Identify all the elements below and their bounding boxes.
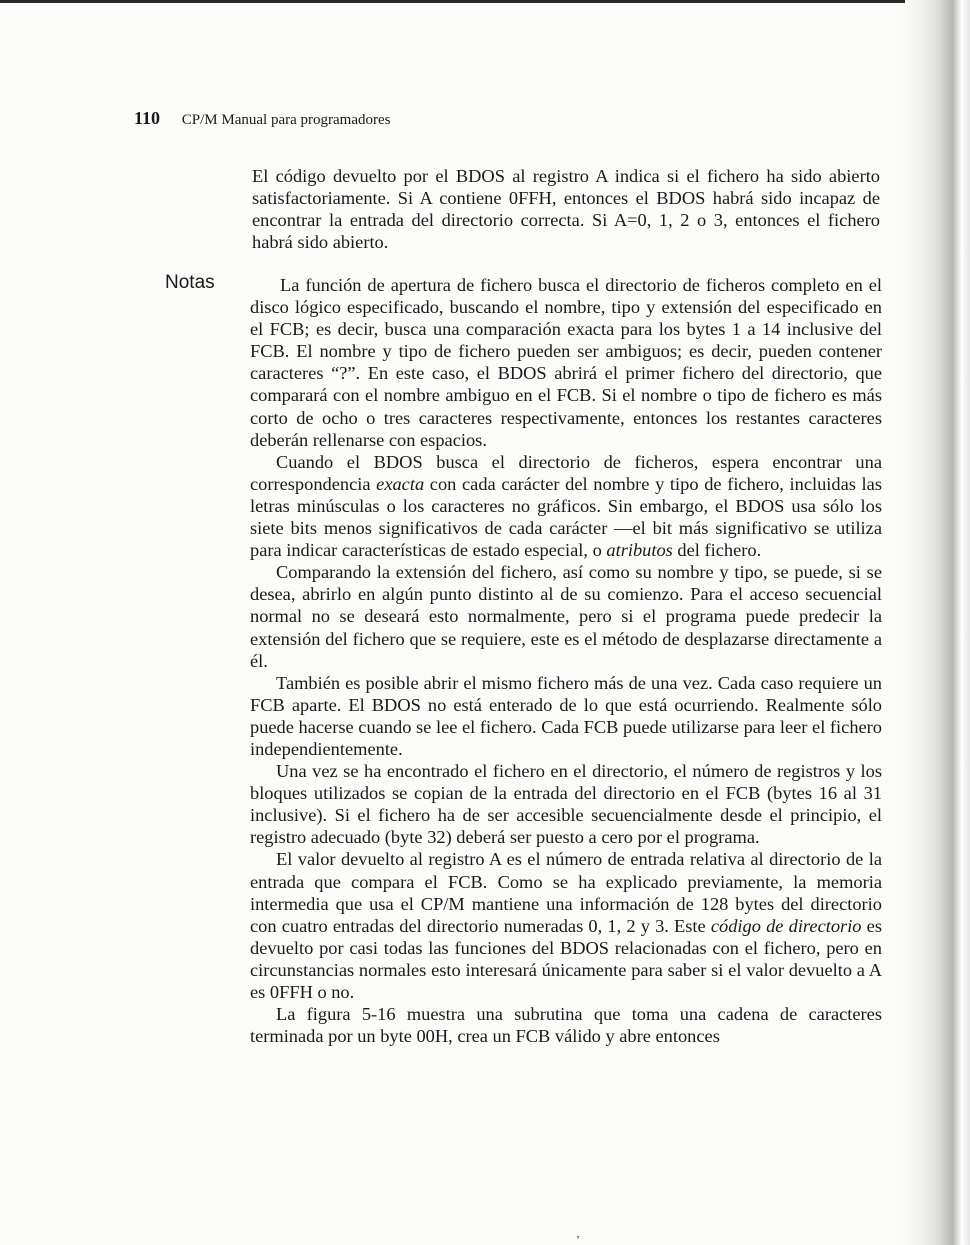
notes-paragraph-6-part-1: El valor devuelto al registro A es el número de entrada relativa al directorio de la entrada que compara el FCB. Como se ha explicado previamente, la memoria intermedia que usa el CP/M mantiene una información de 128 bytes del directorio con cuatro entradas del directorio numeradas 0, 1, 2 y 3. Este xyxy=(250,849,882,936)
notes-paragraph-6 xyxy=(250,848,882,1003)
emphasis-atributos: atributos xyxy=(606,540,673,561)
notes-paragraph-6-part-2: es devuelto por casi todas las funciones del BDOS relacionadas con el fichero, pero en circunstancias normales esto interesará únicamente para saber si el valor devuelto a A es 0FFH o no. xyxy=(250,915,882,1002)
notes-side-label: Notas xyxy=(165,272,215,293)
emphasis-exacta: exacta xyxy=(376,473,425,494)
notes-paragraph-4: También es posible abrir el mismo fichero más de una vez. Cada caso requiere un FCB aparte. El BDOS no está enterado de lo que está ocurriendo. Realmente sólo puede hacerse cuando se lee el fichero. Cada FCB puede utilizarse para leer el fichero independientemente. xyxy=(250,672,882,759)
notes-paragraph-3: Comparando la extensión del fichero, así como su nombre y tipo, se puede, si se desea, abrirlo en algún punto distinto al de su comienzo. Para el acceso secuencial normal no se deseará esto normalmente, pero si el programa puede predecir la extensión del fichero que se requiere, este es el método de desplazarse directamente a él. xyxy=(250,562,882,671)
top-edge-rule xyxy=(0,0,905,3)
binding-gutter-shadow xyxy=(900,0,970,1245)
notes-paragraph-2-part-1: Cuando el BDOS busca el directorio de ficheros, espera encontrar una correspondencia xyxy=(250,451,882,494)
running-header xyxy=(134,108,390,129)
running-title: CP/M Manual para programadores xyxy=(181,112,391,128)
notes-paragraph-7: La figura 5-16 muestra una subrutina que toma una cadena de caracteres terminada por un byte 00H, crea un FCB válido y abre entonces xyxy=(250,1004,882,1047)
notes-paragraph-1: La función de apertura de fichero busca el directorio de ficheros completo en el disco lógico especificado, buscando el nombre, tipo y extensión del especificado en el FCB; es decir, busca una comparación exacta para los bytes 1 a 14 inclusive del FCB. El nombre y tipo de fichero pueden ser ambiguos; es decir, pueden contener caracteres “?”. En este caso, el BDOS abrirá el primer fichero del directorio, que comparará con el nombre ambiguo en el FCB. Si el nombre o tipo de fichero es más corto de ocho o tres caracteres respectivamente, entonces los restantes caracteres deberán rellenarse con espacios. xyxy=(250,275,882,450)
notes-paragraph-2-part-3: del fichero. xyxy=(672,540,762,561)
emphasis-codigo-de-directorio: código de directorio xyxy=(710,915,862,936)
notes-paragraph-2-part-2: con cada carácter del nombre y tipo de fichero, incluidas las letras minúsculas o los caracteres no gráficos. Sin embargo, el BDOS usa sólo los siete bits menos significativos de cada carácter —el bit más significativo se utiliza para indicar características de estado especial, o xyxy=(250,473,882,561)
notes-paragraph-2 xyxy=(250,451,882,561)
footer-mark: ‚ xyxy=(576,1226,580,1240)
page-number: 110 xyxy=(134,108,161,128)
notes-body xyxy=(250,274,882,1047)
intro-paragraph: El código devuelto por el BDOS al registro A indica si el fichero ha sido abierto satisfactoriamente. Si A contiene 0FFH, entonces el BDOS habrá sido incapaz de encontrar la entrada del directorio correcta. Si A=0, 1, 2 o 3, entonces el fichero habrá sido abierto. xyxy=(252,166,880,253)
intro-block xyxy=(252,165,880,253)
notes-paragraph-5: Una vez se ha encontrado el fichero en el directorio, el número de registros y los bloques utilizados se copian de la entrada del directorio en el FCB (bytes 16 al 31 inclusive). Si el fichero ha de ser accesible secuencialmente desde el principio, el registro adecuado (byte 32) deberá ser puesto a cero por el programa. xyxy=(250,761,882,848)
